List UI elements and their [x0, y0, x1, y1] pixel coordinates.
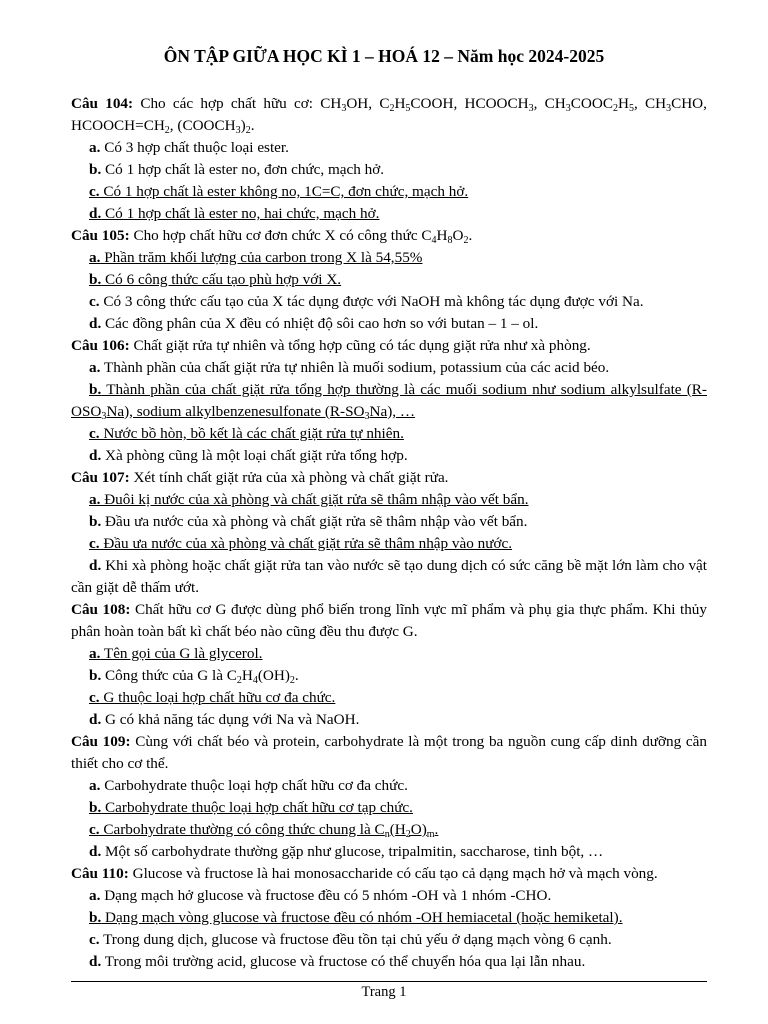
- text-segment: Xà phòng cũng là một loại chất giặt rửa tổng hợp.: [101, 447, 408, 464]
- option-label: d.: [89, 711, 102, 728]
- subscript: 2: [289, 675, 295, 686]
- text-segment: OH, C: [346, 95, 390, 112]
- answer-option: [71, 775, 707, 797]
- subscript: n: [384, 829, 390, 840]
- option-label: b.: [89, 161, 102, 178]
- question-stem: [71, 335, 707, 357]
- subscript: m: [426, 829, 435, 840]
- option-label: c.: [89, 425, 100, 442]
- subscript: 4: [252, 675, 258, 686]
- question-stem: [71, 599, 707, 643]
- option-label: c.: [89, 931, 100, 948]
- question-label: Câu 106:: [71, 337, 130, 354]
- question-label: Câu 110:: [71, 865, 129, 882]
- text-segment: G thuộc loại hợp chất hữu cơ đa chức.: [99, 689, 336, 706]
- text-segment: O): [410, 821, 427, 838]
- text-segment: , (COOCH: [169, 117, 236, 134]
- text-segment: Đầu ưa nước của xà phòng và chất giặt rửa sẽ thâm nhập vào vết bẩn.: [101, 513, 528, 530]
- text-segment: Chất hữu cơ G được dùng phổ biến trong lĩnh vực mĩ phẩm và phụ gia thực phẩm. Khi thủy phân hoàn toàn bất kì chất béo nào cũng đều thu được G.: [71, 601, 707, 640]
- text-segment: .: [468, 227, 473, 244]
- answer-option: [71, 533, 707, 555]
- answer-option: [71, 555, 707, 599]
- option-label: b.: [89, 381, 102, 398]
- answer-option: [71, 885, 707, 907]
- text-segment: Thành phần của chất giặt rửa tổng hợp thường là các muối sodium như sodium alkylsulfate (R-OSO: [71, 381, 707, 420]
- subscript: 3: [666, 103, 672, 114]
- text-segment: Có 3 công thức cấu tạo của X tác dụng được với NaOH mà không tác dụng được với Na.: [99, 293, 644, 310]
- answer-option: [71, 665, 707, 687]
- subscript: 2: [463, 235, 469, 246]
- question-stem: [71, 863, 707, 885]
- text-segment: Trong môi trường acid, glucose và fructose có thể chuyển hóa qua lại lẫn nhau.: [101, 953, 586, 970]
- answer-option: [71, 709, 707, 731]
- text-segment: , CH: [533, 95, 566, 112]
- question-label: Câu 104:: [71, 95, 134, 112]
- text-segment: H: [394, 95, 406, 112]
- answer-option: [71, 269, 707, 291]
- text-segment: Carbohydrate thường có công thức chung là C: [99, 821, 385, 838]
- option-label: b.: [89, 513, 102, 530]
- text-segment: COOH, HCOOCH: [410, 95, 529, 112]
- subscript: 2: [164, 125, 170, 136]
- option-label: c.: [89, 535, 100, 552]
- subscript: 8: [447, 235, 453, 246]
- text-segment: Dạng mạch vòng glucose và fructose đều có nhóm -OH hemiacetal (hoặc hemiketal).: [101, 909, 623, 926]
- option-label: b.: [89, 667, 102, 684]
- text-segment: .: [434, 821, 439, 838]
- answer-option: [71, 687, 707, 709]
- text-segment: Đuôi kị nước của xà phòng và chất giặt rửa sẽ thâm nhập vào vết bẩn.: [100, 491, 529, 508]
- question-label: Câu 108:: [71, 601, 131, 618]
- text-segment: Một số carbohydrate thường gặp như glucose, tripalmitin, saccharose, tinh bột, …: [101, 843, 604, 860]
- text-segment: Thành phần của chất giặt rửa tự nhiên là muối sodium, potassium của các acid béo.: [100, 359, 610, 376]
- page-title: ÔN TẬP GIỮA HỌC KÌ 1 – HOÁ 12 – Năm học 2024-2025: [163, 46, 605, 66]
- text-segment: Công thức của G là C: [101, 667, 237, 684]
- footer-divider: [71, 981, 707, 982]
- subscript: 4: [431, 235, 437, 246]
- text-segment: H: [241, 667, 253, 684]
- text-segment: Cho các hợp chất hữu cơ: CH: [133, 95, 342, 112]
- answer-option: [71, 907, 707, 929]
- page-number: Trang 1: [361, 984, 407, 1000]
- option-label: a.: [89, 249, 101, 266]
- text-segment: Có 1 hợp chất là ester no, hai chức, mạch hở.: [101, 205, 380, 222]
- question-label: Câu 109:: [71, 733, 131, 750]
- subscript: 5: [628, 103, 634, 114]
- answer-option: [71, 291, 707, 313]
- text-segment: H: [436, 227, 448, 244]
- subscript: 2: [612, 103, 618, 114]
- answer-option: [71, 489, 707, 511]
- option-label: c.: [89, 183, 100, 200]
- subscript: 2: [245, 125, 251, 136]
- answer-option: [71, 357, 707, 379]
- subscript: 5: [405, 103, 411, 114]
- option-label: c.: [89, 821, 100, 838]
- answer-option: [71, 423, 707, 445]
- text-segment: COOC: [570, 95, 613, 112]
- answer-option: [71, 797, 707, 819]
- option-label: c.: [89, 293, 100, 310]
- answer-option: [71, 445, 707, 467]
- text-segment: (OH): [257, 667, 290, 684]
- text-segment: Cho hợp chất hữu cơ đơn chức X có công thức C: [129, 227, 432, 244]
- text-segment: Có 3 hợp chất thuộc loại ester.: [100, 139, 289, 156]
- question-stem: [71, 225, 707, 247]
- answer-option: [71, 247, 707, 269]
- option-label: d.: [89, 843, 102, 860]
- text-segment: Cùng với chất béo và protein, carbohydrate là một trong ba nguồn cung cấp dinh dưỡng cần thiết cho cơ thể.: [71, 733, 707, 772]
- answer-option: [71, 643, 707, 665]
- answer-option: [71, 137, 707, 159]
- text-segment: Các đồng phân của X đều có nhiệt độ sôi cao hơn so với butan – 1 – ol.: [101, 315, 539, 332]
- answer-option: [71, 929, 707, 951]
- text-segment: Khi xà phòng hoặc chất giặt rửa tan vào nước sẽ tạo dung dịch có sức căng bề mặt lớn làm cho vật cần giặt dễ thấm ướt.: [71, 557, 707, 596]
- answer-option: [71, 203, 707, 225]
- option-label: d.: [89, 315, 102, 332]
- text-segment: Phần trăm khối lượng của carbon trong X là 54,55%: [100, 249, 423, 266]
- text-segment: Nước bồ hòn, bồ kết là các chất giặt rửa tự nhiên.: [99, 425, 404, 442]
- option-label: b.: [89, 799, 102, 816]
- text-segment: Có 6 công thức cấu tạo phù hợp với X.: [101, 271, 342, 288]
- answer-option: [71, 379, 707, 423]
- answer-option: [71, 951, 707, 973]
- answer-option: [71, 181, 707, 203]
- question-stem: [71, 731, 707, 775]
- option-label: d.: [89, 953, 102, 970]
- subscript: 3: [565, 103, 571, 114]
- text-segment: Carbohydrate thuộc loại hợp chất hữu cơ tạp chức.: [101, 799, 413, 816]
- answer-option: [71, 841, 707, 863]
- subscript: 2: [405, 829, 411, 840]
- text-segment: , CH: [633, 95, 667, 112]
- text-segment: Tên gọi của G là glycerol.: [100, 645, 263, 662]
- text-segment: O: [452, 227, 464, 244]
- option-label: a.: [89, 777, 101, 794]
- text-segment: H: [617, 95, 629, 112]
- answer-option: [71, 511, 707, 533]
- text-segment: Có 1 hợp chất là ester không no, 1C=C, đơn chức, mạch hở.: [99, 183, 469, 200]
- text-segment: (H: [389, 821, 406, 838]
- option-label: a.: [89, 887, 101, 904]
- option-label: d.: [89, 557, 102, 574]
- answer-option: [71, 159, 707, 181]
- option-label: a.: [89, 359, 101, 376]
- answer-option: [71, 819, 707, 841]
- subscript: 2: [389, 103, 395, 114]
- text-segment: Dạng mạch hở glucose và fructose đều có 5 nhóm -OH và 1 nhóm -CHO.: [100, 887, 552, 904]
- question-label: Câu 105:: [71, 227, 130, 244]
- text-segment: ): [240, 117, 246, 134]
- question-stem: [71, 93, 707, 137]
- option-label: b.: [89, 271, 102, 288]
- text-segment: Glucose và fructose là hai monosaccharide có cấu tạo cả dạng mạch hở và mạch vòng.: [128, 865, 658, 882]
- text-segment: G có khả năng tác dụng với Na và NaOH.: [101, 711, 360, 728]
- subscript: 3: [364, 411, 370, 422]
- text-segment: Trong dung dịch, glucose và fructose đều tồn tại chủ yếu ở dạng mạch vòng 6 cạnh.: [99, 931, 612, 948]
- text-segment: .: [294, 667, 299, 684]
- text-segment: Có 1 hợp chất là ester no, đơn chức, mạch hở.: [101, 161, 385, 178]
- subscript: 2: [236, 675, 242, 686]
- option-label: d.: [89, 447, 102, 464]
- subscript: 3: [101, 411, 107, 422]
- question-label: Câu 107:: [71, 469, 130, 486]
- text-segment: .: [250, 117, 255, 134]
- option-label: a.: [89, 491, 101, 508]
- option-label: c.: [89, 689, 100, 706]
- text-segment: Na), …: [369, 403, 416, 420]
- text-segment: Carbohydrate thuộc loại hợp chất hữu cơ đa chức.: [100, 777, 408, 794]
- question-list: [71, 93, 707, 973]
- subscript: 3: [341, 103, 347, 114]
- subscript: 3: [528, 103, 534, 114]
- text-segment: CHO, HCOOCH=CH: [71, 95, 707, 134]
- text-segment: Đầu ưa nước của xà phòng và chất giặt rửa sẽ thâm nhập vào nước.: [99, 535, 513, 552]
- text-segment: Xét tính chất giặt rửa của xà phòng và chất giặt rửa.: [129, 469, 449, 486]
- option-label: d.: [89, 205, 102, 222]
- option-label: a.: [89, 139, 101, 156]
- text-segment: Chất giặt rửa tự nhiên và tổng hợp cũng có tác dụng giặt rửa như xà phòng.: [129, 337, 591, 354]
- answer-option: [71, 313, 707, 335]
- question-stem: [71, 467, 707, 489]
- text-segment: Na), sodium alkylbenzenesulfonate (R-SO: [106, 403, 365, 420]
- option-label: a.: [89, 645, 101, 662]
- option-label: b.: [89, 909, 102, 926]
- subscript: 3: [235, 125, 241, 136]
